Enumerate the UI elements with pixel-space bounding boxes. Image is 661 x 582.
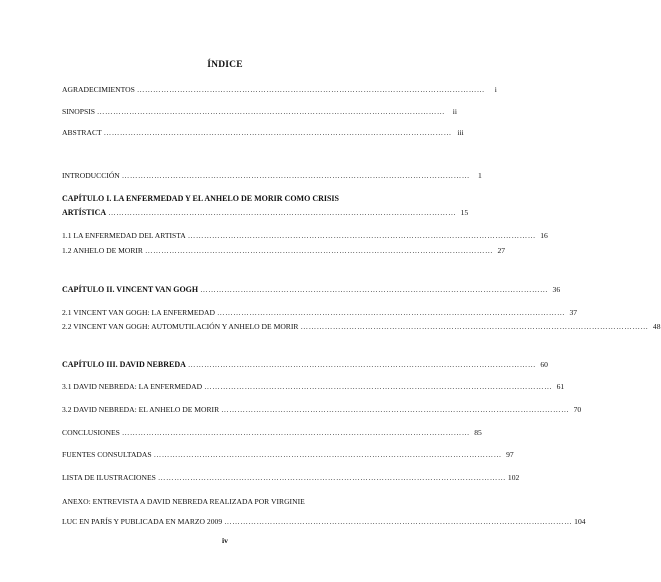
toc-entry-page: 97 [506,450,514,459]
toc-entry-anexo [62,517,586,527]
toc-entry-page: ii [452,107,457,116]
toc-entry-label: CONCLUSIONES [62,428,120,437]
leader-dots: ………………………………………………………………………………………………………………… [145,246,494,255]
toc-entry-conclusiones [62,428,482,438]
toc-entry-label: 2.1 VINCENT VAN GOGH: LA ENFERMEDAD [62,308,216,317]
toc-entry-label: CAPÍTULO II. VINCENT VAN GOGH [62,285,199,294]
toc-entry-label: CAPÍTULO III. DAVID NEBREDA [62,360,186,369]
toc-entry-fuentes [62,450,514,460]
toc-entry-label: 3.1 DAVID NEBREDA: LA ENFERMEDAD [62,382,203,391]
leader-dots: ………………………………………………………………………………………………………………… [221,405,570,414]
toc-entry-ilustraciones [62,473,520,483]
leader-dots: ………………………………………………………………………………………………………………… [300,322,649,331]
toc-entry-page: 102 [507,473,520,482]
leader-dots: ………………………………………………………………………………………………………………… [121,428,470,437]
toc-chapter-1-heading: CAPÍTULO I. LA ENFERMEDAD Y EL ANHELO DE MORIR COMO CRISIS [62,194,339,203]
toc-entry-page: 15 [460,208,469,217]
toc-entry-3-1 [62,382,565,392]
toc-entry-sinopsis [62,107,457,117]
toc-entry-2-2 [62,322,661,332]
toc-entry-page: 36 [552,285,561,294]
toc-entry-label: INTRODUCCIÓN [62,171,120,180]
toc-entry-label: 1.1 LA ENFERMEDAD DEL ARTISTA [62,231,186,240]
toc-entry-page: 60 [540,360,548,369]
leader-dots: ………………………………………………………………………………………………………………… [121,171,470,180]
toc-entry-introduccion [62,171,482,181]
toc-entry-label: AGRADECIMIENTOS [62,85,135,94]
leader-dots: ………………………………………………………………………………………………………………… [224,517,573,526]
toc-entry-page: 1 [478,171,482,180]
toc-entry-page: 16 [540,231,548,240]
toc-entry-anexo-line1 [62,497,386,507]
toc-entry-label: 1.2 ANHELO DE MORIR [62,246,143,255]
toc-entry-page: 61 [556,382,565,391]
toc-entry-page: 37 [569,308,578,317]
toc-entry-page: 48 [652,322,661,331]
leader-dots: ………………………………………………………………………………………………………………… [187,360,536,369]
toc-entry-label: LUC EN PARÍS Y PUBLICADA EN MARZO 2009 [62,517,223,526]
toc-entry-page: i [494,85,497,94]
leader-dots: ………………………………………………………………………………………………………………… [204,382,553,391]
page-number: iv [222,536,228,545]
leader-dots: ………………………………………………………………………………………………………………… [217,308,566,317]
toc-entry-abstract [62,128,464,138]
toc-entry-3-2 [62,405,582,415]
leader-dots: ………………………………………………………………………………………………………………… [200,285,549,294]
toc-entry-page: 70 [573,405,582,414]
toc-entry-2-1 [62,308,578,318]
leader-dots: ………………………………………………………………………………………………………………… [103,128,452,137]
toc-entry-label: LISTA DE ILUSTRACIONES [62,473,156,482]
leader-dots: ………………………………………………………………………………………………………………… [153,450,502,459]
toc-entry-1-2 [62,246,506,256]
toc-entry-label: ARTÍSTICA [62,208,107,217]
leader-dots: ………………………………………………………………………………………………………………… [187,231,536,240]
toc-entry-page: 104 [574,517,586,526]
toc-entry-capitulo-2 [62,285,561,295]
toc-entry-label: 2.2 VINCENT VAN GOGH: AUTOMUTILACIÓN Y ANHELO DE MORIR [62,322,299,331]
toc-entry-label: 3.2 DAVID NEBREDA: EL ANHELO DE MORIR [62,405,220,414]
toc-entry-1-1 [62,231,548,241]
toc-entry-label: ANEXO: ENTREVISTA A DAVID NEBREDA REALIZADA POR VIRGINIE [62,497,305,506]
leader-dots: ………………………………………………………………………………………………………………… [108,208,457,217]
leader-dots: ………………………………………………………………………………………………………………… [96,107,445,116]
toc-entry-label: SINOPSIS [62,107,95,116]
page-title: ÍNDICE [207,60,243,70]
toc-entry-label: ABSTRACT [62,128,102,137]
toc-entry-page: 27 [497,246,506,255]
toc-entry-page: iii [457,128,464,137]
toc-entry-agradecimientos [62,85,497,95]
leader-dots: ………………………………………………………………………………………………………………… [157,473,506,482]
toc-entry-page: 85 [474,428,482,437]
toc-entry-capitulo-3 [62,360,548,370]
leader-dots: ………………………………………………………………………………………………………………… [136,85,485,94]
toc-entry-capitulo-1 [62,208,469,218]
toc-entry-label: FUENTES CONSULTADAS [62,450,152,459]
